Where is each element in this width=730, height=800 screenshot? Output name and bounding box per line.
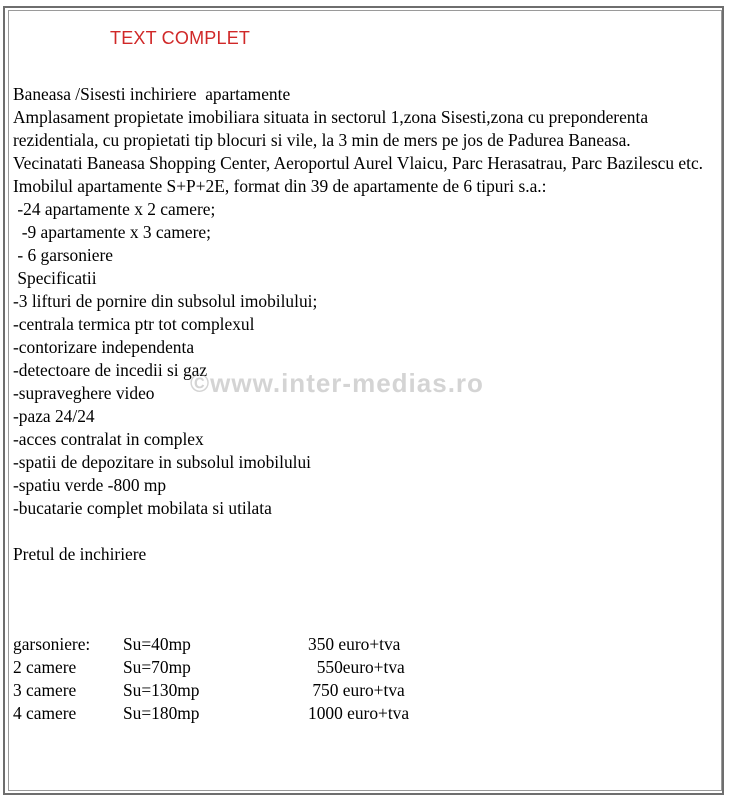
price-table	[13, 634, 713, 726]
spec-title: Specificatii	[13, 268, 97, 288]
headline: Baneasa /Sisesti inchiriere apartamente	[13, 84, 291, 104]
unit-item: -24 apartamente x 2 camere;	[13, 199, 216, 219]
price-row	[13, 703, 713, 726]
watermark: ©www.inter-medias.ro	[190, 368, 484, 398]
spec-item: -detectoare de incedii si gaz	[13, 360, 208, 380]
unit-area: Su=180mp	[123, 703, 200, 723]
unit-area: Su=130mp	[123, 680, 200, 700]
unit-area: Su=40mp	[123, 634, 191, 654]
price-title: Pretul de inchiriere	[13, 544, 147, 564]
spec-item: -spatii de depozitare in subsolul imobilului	[13, 452, 312, 472]
listing-text	[13, 83, 723, 566]
spec-item: -centrala termica ptr tot complexul	[13, 314, 255, 334]
unit-price: 350 euro+tva	[308, 634, 401, 654]
spec-item: -paza 24/24	[13, 406, 95, 426]
unit-type: 4 camere	[13, 703, 77, 723]
page-title: TEXT COMPLET	[110, 28, 251, 48]
unit-price: 550euro+tva	[308, 657, 405, 677]
spec-item: -3 lifturi de pornire din subsolul imobilului;	[13, 291, 318, 311]
price-row	[13, 657, 713, 680]
price-row	[13, 634, 713, 657]
location-paragraph: Amplasament propietate imobiliara situata in sectorul 1,zona Sisesti,zona cu preponderenta rezidentiala, cu propietati tip blocuri si vile, la 3 min de mers pe jos de Padurea Baneasa.	[13, 107, 649, 150]
spec-item: -contorizare independenta	[13, 337, 195, 357]
unit-type: garsoniere:	[13, 634, 91, 654]
spec-item: -bucatarie complet mobilata si utilata	[13, 498, 272, 518]
unit-type: 3 camere	[13, 680, 77, 700]
unit-price: 750 euro+tva	[308, 680, 405, 700]
spec-item: -spatiu verde -800 mp	[13, 475, 167, 495]
unit-type: 2 camere	[13, 657, 77, 677]
unit-price: 1000 euro+tva	[308, 703, 410, 723]
unit-area: Su=70mp	[123, 657, 191, 677]
price-row	[13, 680, 713, 703]
spec-item: -supraveghere video	[13, 383, 155, 403]
unit-item: -9 apartamente x 3 camere;	[13, 222, 211, 242]
unit-item: - 6 garsoniere	[13, 245, 113, 265]
spacer	[13, 520, 723, 543]
building-description: Imobilul apartamente S+P+2E, format din 39 de apartamente de 6 tipuri s.a.:	[13, 176, 547, 196]
neighbours-paragraph: Vecinatati Baneasa Shopping Center, Aeroportul Aurel Vlaicu, Parc Herasatrau, Parc Bazilescu etc.	[13, 153, 704, 173]
spec-item: -acces contralat in complex	[13, 429, 204, 449]
